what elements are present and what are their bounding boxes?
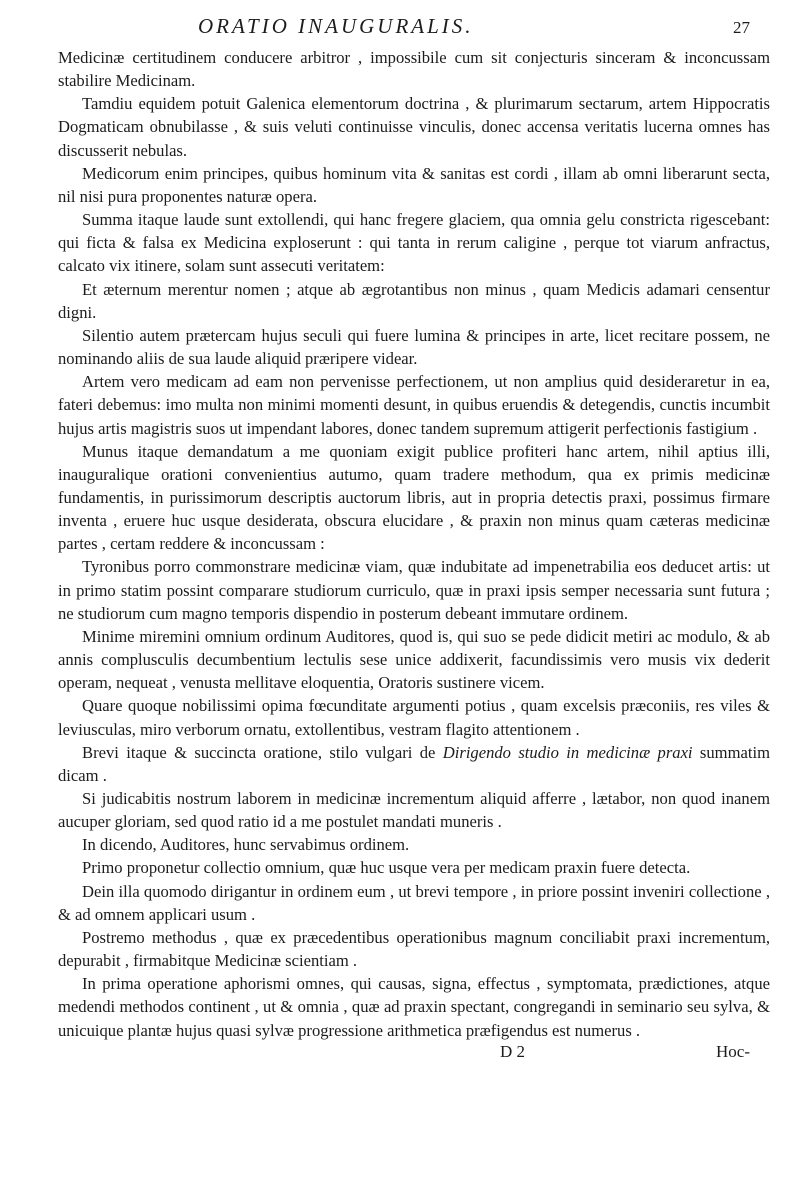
paragraph: Dein illa quomodo dirigantur in ordinem eum , ut brevi tempore , in priore possint inveniri collectione , & ad omnem applicari usum . (58, 881, 770, 924)
paragraph: Tyronibus porro commonstrare medicinæ viam, quæ indubitate ad impenetrabilia eos deducet artis: ut in primo statim possint comparare studiorum curriculo, quæ in praxi ipsis semper necessaria sunt futura ; ne studiorum cum magno temporis dispendio in posterum debeant immutare ordinem. (58, 557, 770, 623)
paragraph-with-title (58, 741, 770, 787)
paragraph: Si judicabitis nostrum laborem in medicinæ incrementum aliquid afferre , lætabor, non quod inanem aucuper gloriam, sed quod ratio id a me postulet mandati muneris . (58, 789, 770, 832)
paragraph: Artem vero medicam ad eam non pervenisse perfectionem, ut non amplius quid desideraretur in ea, fateri debemus: imo multa non minimi momenti desunt, in quibus eruendis & detegendis, cunctis incumbit hujus artis magistris suos ut impendant labores, donec tandem supremum attigerit perfectionis fastigium . (58, 372, 770, 438)
paragraph: Silentio autem prætercam hujus seculi qui fuere lumina & principes in arte, licet recitare possem, ne nominando aliis de sua laude aliquid præripere videar. (58, 325, 770, 369)
paragraph: Quare quoque nobilissimi opima fœcunditate argumenti potius , quam excelsis præconiis, res viles & leviusculas, miro verborum ornatu, extollentibus, vestram flagito attentionem . (58, 696, 770, 739)
page-footer (58, 1042, 770, 1066)
body-text (58, 46, 770, 1042)
paragraph: In prima operatione aphorismi omnes, qui causas, signa, effectus , symptomata, prædictiones, atque medendi methodos continent , ut & omnia , quæ ad praxin spectant, congregandi in seminario seu sylva, & unicuique plantæ hujus quasi sylvæ progressione arithmetica præfigendus est numerus . (58, 974, 770, 1040)
page-number: 27 (733, 18, 750, 37)
paragraph: In dicendo, Auditores, hunc servabimus ordinem. (82, 835, 410, 855)
paragraph-tail: summatim dicam . (58, 742, 770, 785)
paragraph: Munus itaque demandatum a me quoniam exigit publice profiteri hanc artem, nihil aptius illi, inauguralique orationi convenientius autumo, quam tradere methodum, qua ex primis medicinæ fundamentis, in purissimorum descriptis auctorum libris, aut in propria detectis praxi, possimus firmare inventa , eruere huc usque desiderata, obscura elucidare , & praxin non minus quam cæteras medicinæ partes , certam reddere & inconcussam : (58, 441, 770, 554)
running-title: ORATIO INAUGURALIS. (198, 14, 474, 38)
paragraph: Primo proponetur collectio omnium, quæ huc usque vera per medicam praxin fuere detecta. (82, 858, 691, 878)
signature-mark: D 2 (500, 1041, 526, 1061)
paragraph: Minime miremini omnium ordinum Auditores, quod is, qui suo se pede didicit metiri ac modulo, & ab annis complusculis decumbentium lectulis sese unice addixerit, facundissimis vero musis vix dederit operam, nequeat , venusta mellitave eloquentia, Oratoris sustinere vicem. (58, 626, 770, 693)
running-head (58, 14, 770, 44)
paragraph: Medicinæ certitudinem conducere arbitror , impossibile cum sit conjecturis sinceram & inconcussam stabilire Medicinam. (58, 48, 770, 91)
treatise-title: Dirigendo studio in medicinæ praxi (442, 742, 693, 762)
book-page (58, 14, 770, 1164)
paragraph: Tamdiu equidem potuit Galenica elementorum doctrina , & plurimarum sectarum, artem Hippocratis Dogmaticam obnubilasse , & suis veluti continuisse vinculis, donec accensa veritatis lucerna omnes has discusserit nebulas. (58, 94, 770, 160)
paragraph: Postremo methodus , quæ ex præcedentibus operationibus magnum conciliabit praxi incrementum, depurabit , firmabitque Medicinæ scientiam . (58, 927, 770, 971)
paragraph-lead: Brevi itaque & succincta oratione, stilo vulgari de (82, 742, 436, 762)
catchword: Hoc- (716, 1041, 750, 1061)
paragraph: Summa itaque laude sunt extollendi, qui hanc fregere glaciem, qua omnia gelu constricta rigescebant: qui ficta & falsa ex Medicina exploserunt : qui tanta in rerum caligine , perque tot viarum anfractus, calcato vix itinere, solam sunt assecuti veritatem: (58, 210, 770, 276)
paragraph: Et æternum merentur nomen ; atque ab ægrotantibus non minus , quam Medicis adamari censentur digni. (58, 279, 770, 322)
paragraph: Medicorum enim principes, quibus hominum vita & sanitas est cordi , illam ab omni liberarunt secta, nil nisi pura proponentes naturæ opera. (58, 163, 770, 206)
